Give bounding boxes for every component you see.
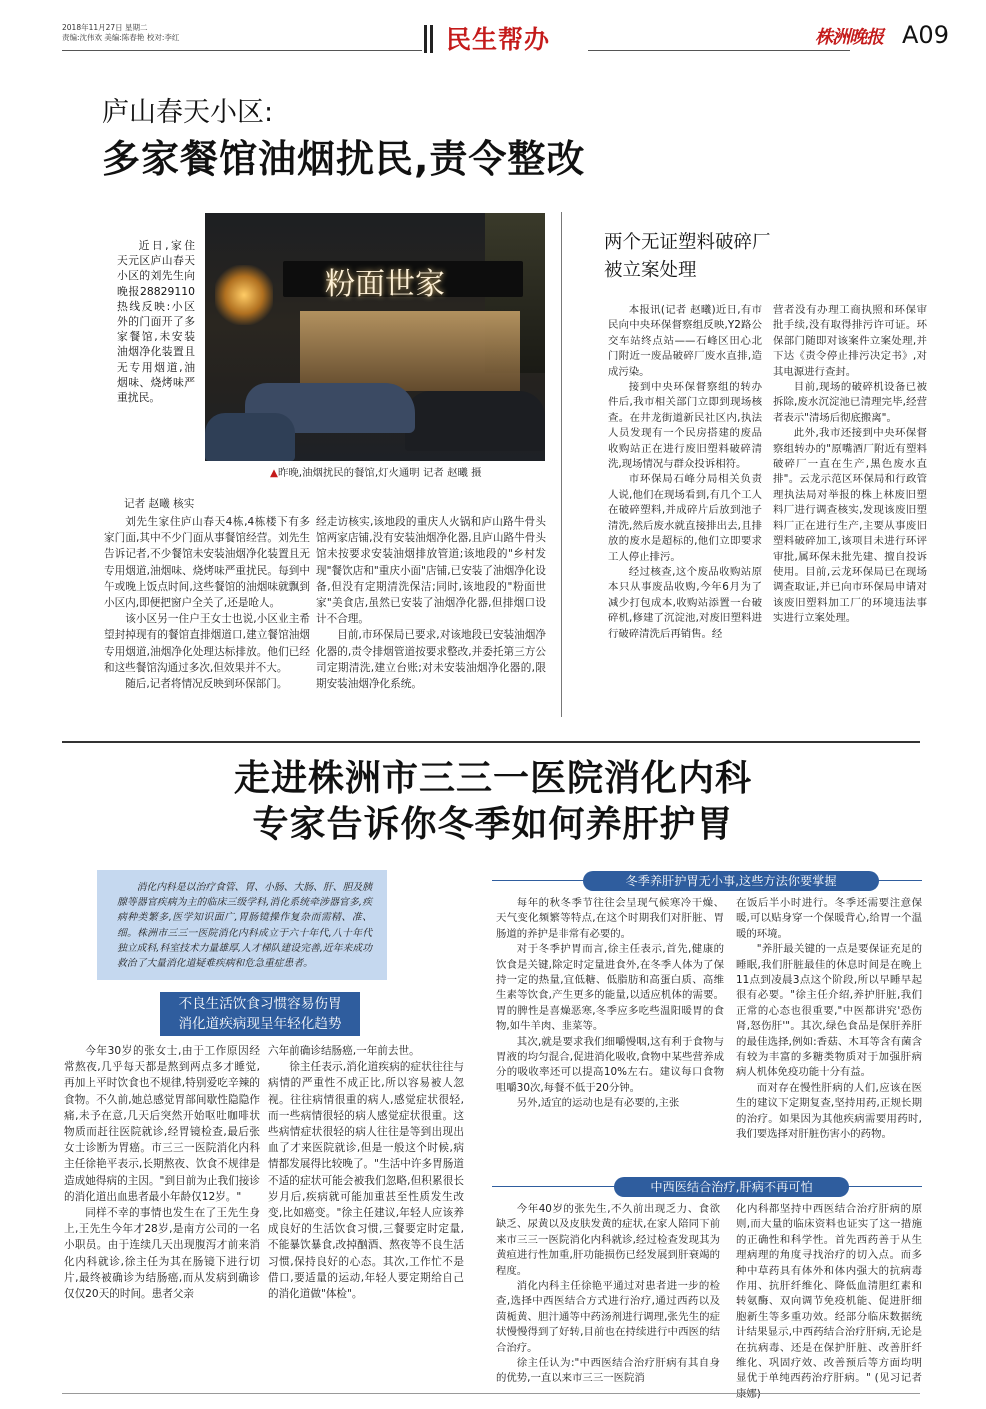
article2-column-1 [608, 303, 762, 642]
article3-column-3 [496, 896, 724, 1112]
paragraph: 刘先生家住庐山春天4栋,4栋楼下有多家门面,其中不少门面从事餐馆经营。刘先生告诉记者,不少餐馆未安装油烟净化装置且无专用烟道,油烟味、烧烤味严重扰民。每到中午或晚上饭点时间,这些餐馆的油烟味就飘到小区内,即便把窗户全关了,还是呛人。 [104, 516, 310, 610]
article1-column-1 [104, 514, 310, 692]
header-meta [62, 23, 302, 43]
paragraph: 每年的秋冬季节往往会呈现气候寒冷干燥、天气变化频繁等特点,在这个时期我们对肝脏、胃肠道的养护是非常有必要的。 [496, 897, 724, 940]
article1-headline: 多家餐馆油烟扰民,责令整改 [102, 137, 586, 181]
header-rule-right [588, 50, 850, 51]
paragraph: 其次,就是要求我们细嚼慢咽,这有利于食物与胃液的均匀混合,促进消化吸收,食物中某些营养成分的吸收率还可以提高10%左右。建议每口食物咀嚼30次,每餐不低于20分钟。 [496, 1035, 724, 1094]
bottom-rule [62, 1393, 920, 1394]
department-intro-text: 消化内科是以治疗食管、胃、小肠、大肠、肝、胆及胰腺等器官疾病为主的临床三级学科,消化系统牵涉器官多,疾病种类繁多,医学知识面广,胃肠镜操作复杂而需精、准、细。株洲市三三一医院消化内科成立于六十年代,八十年代独立成科,科室技术力量雄厚,人才梯队建设完善,近年来成功救治了大量消化道疑难疾病和危急重症患者。 [117, 882, 372, 970]
article1-byline: 记者 赵曦 核实 [124, 498, 195, 510]
paragraph: 该小区另一住户王女士也说,小区业主希望封掉现有的餐馆直排烟道口,建立餐馆油烟专用烟道,油烟净化处理达标排放。他们已经和这些餐馆沟通过多次,但效果并不大。 [104, 613, 310, 674]
paragraph: 而对存在慢性肝病的人们,应该在医生的建议下定期复查,坚持用药,正规长期的治疗。如果因为其他疾病需要用药时,我们要选择对肝脏伤害小的药物。 [736, 1081, 922, 1141]
paragraph: 另外,适宜的运动也是有必要的,主张 [516, 1097, 680, 1110]
paragraph: 在饭后半小时进行。冬季还需要注意保暖,可以贴身穿一个保暖背心,给胃一个温暖的环境。 [736, 897, 922, 940]
article2-headline-line2: 被立案处理 [604, 260, 697, 281]
page-number: A09 [902, 21, 949, 49]
newspaper-logo: 株洲晚报 [815, 27, 883, 48]
header-bars-icon [424, 25, 438, 53]
paragraph: 六年前确诊结肠癌,一年前去世。 [268, 1045, 420, 1057]
header-rule-left [62, 50, 422, 51]
paragraph: 消化内科主任徐艳平通过对患者进一步的检查,选择中西医结合方式进行治疗,通过西药以及茵栀黄、胆汁通等中药汤剂进行调理,张先生的症状慢慢得到了好转,目前也在持续进行中西医的结合治疗。 [496, 1280, 720, 1354]
article3-column-5 [496, 1202, 720, 1387]
caption-triangle-icon: ▲ [270, 467, 278, 479]
article3-headline-line1: 走进株洲市三三一医院消化内科 [233, 758, 752, 799]
article1-column-2 [316, 514, 546, 692]
paragraph: 徐主任表示,消化道疾病的症状往往与病情的严重性不成正比,所以容易被人忽视。往往病情很重的病人,感觉症状很轻,而一些病情很轻的病人感觉症状很重。这些病情症状很轻的病人往往是等到出现出血了才来医院就诊,但是一般这个时候,病情都发展得比较晚了。"生活中许多胃肠道不适的症状可能会被我们忽略,但积累很长岁月后,疾病就可能加重甚至性质发生改变,比如癌变。"徐主任建议,年轻人应该养成良好的生活饮食习惯,三餐要定时定量,不能暴饮暴食,改掉酗酒、熬夜等不良生活习惯,保持良好的心态。其次,工作忙不是借口,要适量的运动,年轻人要定期给自己的消化道做"体检"。 [268, 1061, 464, 1301]
header-date: 2018年11月27日 星期二 [62, 23, 148, 32]
department-intro-box [97, 870, 387, 980]
article1-kicker: 庐山春天小区: [102, 97, 274, 128]
column-divider [561, 212, 562, 717]
article3-column-4 [736, 896, 922, 1143]
article2-column-2 [773, 303, 927, 627]
header-editors: 责编:沈伟欢 美编:陈春艳 校对:李红 [62, 33, 180, 42]
paragraph: 营者没有办理工商执照和环保审批手续,没有取得排污许可证。环保部门随即对该案件立案处理,并下达《责令停止排污决定书》,对其电源进行查封。 [773, 304, 927, 378]
subheading-line1: 不良生活饮食习惯容易伤胃 [178, 996, 342, 1012]
article1-side-note: 近日,家住天元区庐山春天小区的刘先生向晚报28829110热线反映:小区外的门面开了多家餐馆,未安装油烟净化装置且无专用烟道,油烟味、烧烤味严重扰民。 [117, 239, 195, 405]
subheading-young-patients [160, 992, 360, 1036]
article3-headline-line2: 专家告诉你冬季如何养肝护胃 [252, 804, 734, 845]
paragraph: 市环保局石峰分局相关负责人说,他们在现场看到,有几个工人在破碎塑料,并成碎片后放到池子清洗,然后废水就直接排出去,且排放的废水是超标的,他们立即要求工人停止排污。 [608, 473, 762, 563]
paragraph: 本报讯(记者 赵曦)近日,有市民向中央环保督察组反映,Y2路公交车站终点站——石峰区田心北门附近一废品破碎厂废水直排,造成污染。 [608, 304, 762, 378]
paragraph: 接到中央环保督察组的转办件后,我市相关部门立即到现场核查。在井龙街道新民社区内,执法人员发现有一个民房搭建的废品收购站正在进行废旧塑料破碎清洗,现场情况与群众投诉相符。 [608, 381, 762, 471]
article3-headline [0, 756, 986, 848]
photo-shop-sign: 粉面世家 [325, 267, 445, 302]
section-separator [62, 741, 920, 743]
paragraph: 经过核查,这个废品收购站原本只从事废品收购,今年6月为了减少打包成本,收购站添置一台破碎机,修建了沉淀池,对废旧塑料进行破碎清洗后再销售。经 [608, 565, 762, 640]
paragraph: 对于冬季护胃而言,徐主任表示,首先,健康的饮食是关键,除定时定量进食外,在冬季人体为了保持一定的热量,宜低糖、低脂肪和高蛋白质、高维生素等饮食,产生更多的能量,以适应机体的需要。胃的脾性是喜燥恶寒,冬季应多吃些温阳暖胃的食物,如牛羊肉、韭菜等。 [496, 943, 724, 1033]
paragraph: 此外,我市还接到中央环保督察组转办的"原嘴酒厂附近有塑料破碎厂一直在生产,黑色废水直排"。云龙示范区环保局和行政管理执法局对举报的株上林废旧塑料厂进行调查核实,发现该废旧塑料厂正在进行生产,主要从事废旧塑料破碎加工,该项目未进行环评审批,属环保未批先建、擅自投诉使用。目前,云龙环保局已在现场调查取证,并已向市环保局申请对该废旧塑料加工厂的环境违法事实进行立案处理。 [773, 427, 927, 625]
photo-caption-text: 昨晚,油烟扰民的餐馆,灯火通明 记者 赵曦 摄 [278, 467, 482, 479]
article2-headline [604, 229, 771, 285]
paragraph: 化内科都坚持中西医结合治疗肝病的原则,而大量的临床资料也证实了这一措施的正确性和科学性。首先西药善于从生理病理的角度寻找治疗的切入点。而多种中草药具有体外和体内强大的抗病毒作用、抗肝纤维化、降低血清胆红素和转氨酶、双向调节免疫机能、促进肝细胞新生等多重功效。经部分临床数据统计结果显示,中西药结合治疗肝病,无论是在抗病毒、还是在保护肝脏、改善肝纤维化、巩固疗效、改善预后等方面均明显优于单纯西药治疗肝病。" (见习记者 [736, 1203, 922, 1385]
subheading-winter-care: 冬季养肝护胃无小事,这些方法你要掌握 [583, 871, 879, 891]
paragraph: 今年40岁的张先生,不久前出现乏力、食欲缺乏、尿黄以及皮肤发黄的症状,在家人陪同下前来市三三一医院消化内科就诊,经过检查发现其为黄疸进行性加重,肝功能损伤已经发展到肝衰竭的程度。 [496, 1203, 720, 1277]
article3-column-6 [736, 1202, 922, 1402]
article3-column-2 [268, 1043, 464, 1302]
paragraph: 经走访核实,该地段的重庆人火锅和庐山路牛骨头馆两家店铺,没有安装油烟净化器,且庐山路牛骨头馆未按要求安装油烟排放管道;该地段的"乡村发现"餐饮店和"重庆小面"店铺,已安装了油烟净化设备,但没有定期清洗保洁;同时,该地段的"粉面世家"美食店,虽然已安装了油烟净化器,但排烟口设计不合理。 [316, 516, 546, 626]
subheading-integrated-medicine: 中西医结合治疗,肝病不再可怕 [614, 1177, 849, 1197]
subheading-line2: 消化道疾病现呈年轻化趋势 [178, 1016, 342, 1032]
paragraph: 目前,现场的破碎机设备已被拆除,废水沉淀池已清理完毕,经营者表示"清场后彻底搬离"。 [773, 381, 927, 424]
paragraph: 今年30岁的张女士,由于工作原因经常熬夜,几乎每天都是熬到两点多才睡觉,再加上平时饮食也不规律,特别爱吃辛辣的食物。不久前,她总感觉胃部间歇性隐隐作痛,未予在意,几天后突然开始呕吐咖啡状物质而赶往医院就诊,经胃镜检查,最后张女士诊断为胃癌。市三三一医院消化内科主任徐艳平表示,长期熬夜、饮食不规律是造成她得病的主因。"到目前为止我们接诊的消化道出血患者最小年龄仅12岁。" [64, 1045, 260, 1203]
paragraph: 同样不幸的事情也发生在了王先生身上,王先生今年才28岁,是南方公司的一名小职员。由于连续几天出现腹泻才前来消化内科就诊,徐主任为其在肠镜下进行切片,最终被确诊为结肠癌,而从发病到确诊仅仅20天的时间。患者父亲 [64, 1207, 260, 1301]
paragraph: 徐主任认为:"中西医结合治疗肝病有其自身的优势,一直以来市三三一医院消 [496, 1357, 720, 1385]
paragraph: 目前,市环保局已要求,对该地段已安装油烟净化器的,责令排烟管道按要求整改,并委托第三方公司定期清洗,建立台账;对未安装油烟净化器的,限期安装油烟净化系统。 [316, 629, 546, 691]
photo-caption [270, 464, 482, 479]
paragraph: 随后,记者将情况反映到环保部门。 [125, 678, 288, 691]
article2-headline-line1: 两个无证塑料破碎厂 [604, 232, 771, 253]
section-title: 民生帮办 [446, 25, 551, 54]
article3-column-1 [64, 1043, 260, 1302]
restaurant-night-photo [205, 213, 545, 461]
paragraph: "养肝最关键的一点是要保证充足的睡眠,我们肝脏最佳的休息时间是在晚上11点到凌晨3点这个阶段,所以早睡早起很有必要。"徐主任介绍,养护肝脏,我们正常的心态也很重要,"中医都讲究'恐伤肾,怒伤肝'"。其次,绿色食品是保肝养肝的最佳选择,例如:香菇、木耳等含有菌含有较为丰富的多糖类物质对于加强肝病病人机体免疫功能十分有益。 [736, 943, 922, 1079]
